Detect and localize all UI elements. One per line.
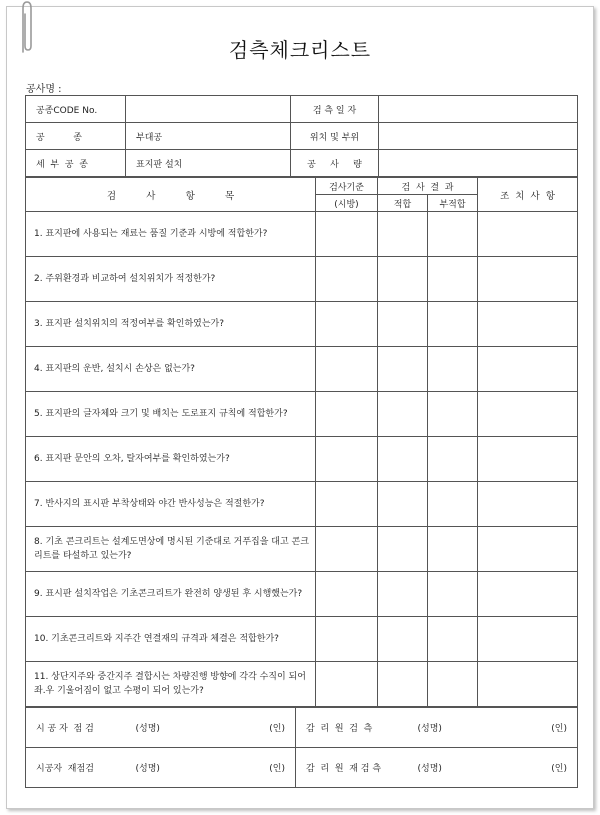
info-label: 검 측 일 자: [291, 96, 379, 123]
checklist-question: 10. 기초콘크리트와 지주간 연결재의 규격과 체결은 적합한가?: [26, 617, 316, 662]
standard-subheader: (시방): [316, 195, 378, 212]
standard-cell[interactable]: [316, 302, 378, 347]
action-header: 조 치 사 항: [478, 178, 578, 212]
pass-cell[interactable]: [378, 257, 428, 302]
info-value[interactable]: [379, 150, 578, 177]
action-cell[interactable]: [478, 302, 578, 347]
info-label: 공 사 량: [291, 150, 379, 177]
pass-cell[interactable]: [378, 617, 428, 662]
signature-name[interactable]: (성명): [126, 708, 222, 748]
checklist-row: [26, 392, 578, 437]
info-value[interactable]: [379, 123, 578, 150]
site-name-label: 공사명 :: [26, 84, 62, 95]
action-cell[interactable]: [478, 437, 578, 482]
action-cell[interactable]: [478, 482, 578, 527]
standard-cell[interactable]: [316, 527, 378, 572]
fail-header: 부적합: [428, 195, 478, 212]
standard-cell[interactable]: [316, 212, 378, 257]
pass-cell[interactable]: [378, 302, 428, 347]
checklist-row: [26, 437, 578, 482]
standard-cell[interactable]: [316, 347, 378, 392]
signature-seal[interactable]: (인): [503, 748, 578, 788]
pass-cell[interactable]: [378, 572, 428, 617]
checklist-row: [26, 662, 578, 707]
info-value[interactable]: 부대공: [126, 123, 291, 150]
fail-cell[interactable]: [428, 572, 478, 617]
pass-header: 적합: [378, 195, 428, 212]
checklist-question: 8. 기초 콘크리트는 설계도면상에 명시된 기준대로 거푸집을 대고 콘크리트를 타설하고 있는가?: [26, 527, 316, 572]
signature-label: 감 리 원 검 측: [296, 708, 408, 748]
standard-cell[interactable]: [316, 437, 378, 482]
signature-seal[interactable]: (인): [222, 748, 296, 788]
fail-cell[interactable]: [428, 212, 478, 257]
checklist-row: [26, 482, 578, 527]
signature-name[interactable]: (성명): [408, 748, 503, 788]
checklist-question: 4. 표지판의 운반, 설치시 손상은 없는가?: [26, 347, 316, 392]
fail-cell[interactable]: [428, 302, 478, 347]
info-row: [26, 96, 578, 123]
standard-cell[interactable]: [316, 617, 378, 662]
fail-cell[interactable]: [428, 392, 478, 437]
info-value[interactable]: [379, 96, 578, 123]
checklist-table: [25, 177, 578, 707]
fail-cell[interactable]: [428, 662, 478, 707]
fail-cell[interactable]: [428, 257, 478, 302]
info-row: [26, 150, 578, 177]
pass-cell[interactable]: [378, 482, 428, 527]
info-label: 위치 및 부위: [291, 123, 379, 150]
fail-cell[interactable]: [428, 482, 478, 527]
checklist-question: 7. 반사지의 표시판 부착상태와 야간 반사성능은 적절한가?: [26, 482, 316, 527]
signature-table: [25, 707, 578, 788]
pass-cell[interactable]: [378, 212, 428, 257]
result-header: 검 사 결 과: [378, 178, 478, 195]
action-cell[interactable]: [478, 572, 578, 617]
action-cell[interactable]: [478, 257, 578, 302]
info-value[interactable]: [126, 96, 291, 123]
signature-label: 감 리 원 재 검 측: [296, 748, 408, 788]
checklist-question: 9. 표시판 설치작업은 기초콘크리트가 완전히 양생된 후 시행했는가?: [26, 572, 316, 617]
signature-label: 시공자 재점검: [26, 748, 126, 788]
page-title: 검측체크리스트: [228, 38, 372, 62]
info-label: 공종CODE No.: [26, 96, 126, 123]
checklist-row: [26, 257, 578, 302]
signature-seal[interactable]: (인): [503, 708, 578, 748]
signature-label: 시 공 자 점 검: [26, 708, 126, 748]
standard-cell[interactable]: [316, 572, 378, 617]
checklist-question: 2. 주위환경과 비교하여 설치위치가 적정한가?: [26, 257, 316, 302]
standard-header: 검사기준: [316, 178, 378, 195]
pass-cell[interactable]: [378, 347, 428, 392]
signature-row: [26, 748, 578, 788]
action-cell[interactable]: [478, 662, 578, 707]
checklist-question: 11. 상단지주와 중간지주 결합시는 차량진행 방향에 각각 수직이 되어 좌.우 기울어짐이 없고 수평이 되어 있는가?: [26, 662, 316, 707]
pass-cell[interactable]: [378, 662, 428, 707]
standard-cell[interactable]: [316, 257, 378, 302]
checklist-row: [26, 302, 578, 347]
item-header: 검 사 항 목: [26, 178, 316, 212]
signature-row: [26, 708, 578, 748]
signature-name[interactable]: (성명): [126, 748, 222, 788]
checklist-row: [26, 617, 578, 662]
fail-cell[interactable]: [428, 617, 478, 662]
standard-cell[interactable]: [316, 662, 378, 707]
checklist-question: 6. 표지판 문안의 오차, 탈자여부를 확인하였는가?: [26, 437, 316, 482]
fail-cell[interactable]: [428, 347, 478, 392]
checklist-row: [26, 527, 578, 572]
standard-cell[interactable]: [316, 392, 378, 437]
fail-cell[interactable]: [428, 527, 478, 572]
action-cell[interactable]: [478, 347, 578, 392]
info-row: [26, 123, 578, 150]
signature-name[interactable]: (성명): [408, 708, 503, 748]
pass-cell[interactable]: [378, 392, 428, 437]
action-cell[interactable]: [478, 212, 578, 257]
info-table: [25, 95, 578, 177]
action-cell[interactable]: [478, 617, 578, 662]
checklist-row: [26, 212, 578, 257]
checklist-row: [26, 572, 578, 617]
checklist-row: [26, 347, 578, 392]
header-row: [26, 178, 578, 195]
action-cell[interactable]: [478, 527, 578, 572]
standard-cell[interactable]: [316, 482, 378, 527]
action-cell[interactable]: [478, 392, 578, 437]
pass-cell[interactable]: [378, 527, 428, 572]
signature-seal[interactable]: (인): [222, 708, 296, 748]
checklist-question: 5. 표지판의 글자체와 크기 및 배치는 도로표지 규칙에 적합한가?: [26, 392, 316, 437]
info-label: 공 종: [26, 123, 126, 150]
checklist-question: 1. 표지판에 사용되는 재료는 품질 기준과 시방에 적합한가?: [26, 212, 316, 257]
checklist-question: 3. 표지판 설치위치의 적정여부를 확인하였는가?: [26, 302, 316, 347]
pass-cell[interactable]: [378, 437, 428, 482]
info-label: 세 부 공 종: [26, 150, 126, 177]
info-value[interactable]: 표지판 설치: [126, 150, 291, 177]
fail-cell[interactable]: [428, 437, 478, 482]
